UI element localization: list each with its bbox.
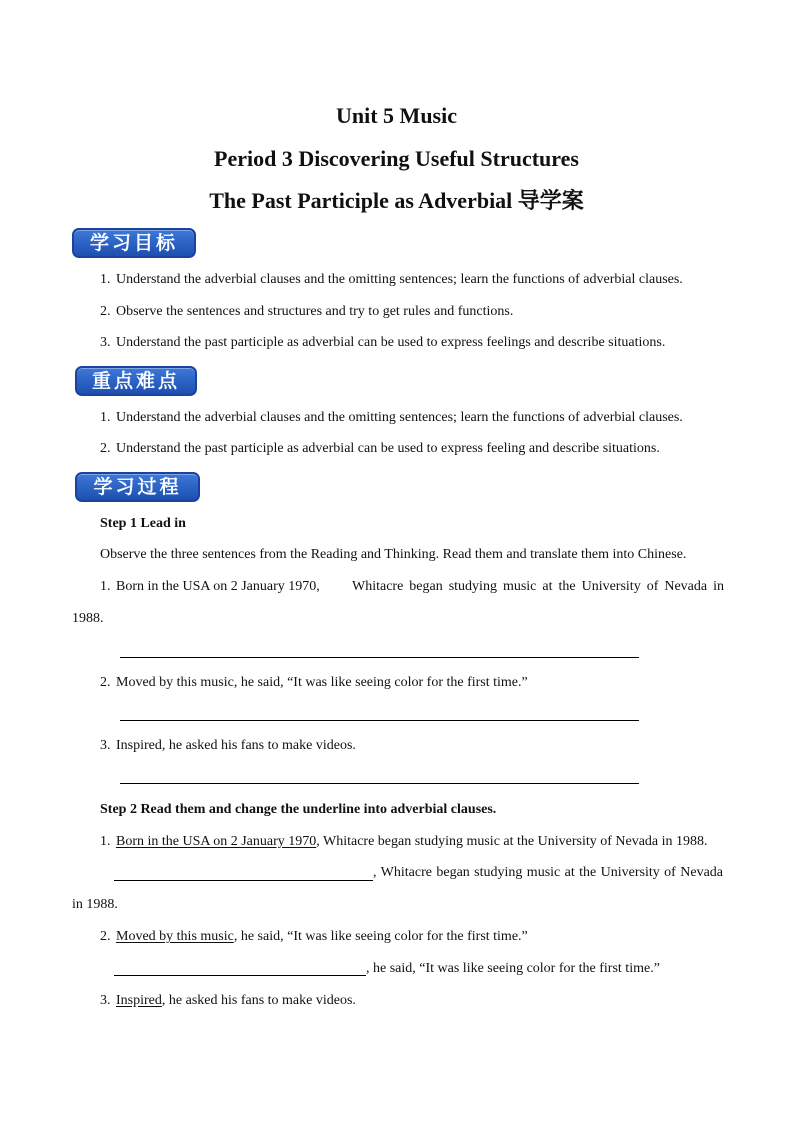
title-period: Period 3 Discovering Useful Structures (214, 146, 579, 171)
step1-instruction: Observe the three sentences from the Reading and Thinking. Read them and translate them into Chinese. (100, 547, 687, 562)
underlined-phrase: Inspired (116, 993, 162, 1008)
title-unit: Unit 5 Music (336, 103, 457, 128)
answer-line[interactable] (120, 783, 639, 784)
step1-sentence-3: 3. Inspired, he asked his fans to make videos. (100, 738, 356, 753)
title-topic: The Past Participle as Adverbial 导学案 (209, 188, 584, 213)
step1-heading: Step 1 Lead in (100, 516, 186, 531)
step2-answer-1-rest: , Whitacre began studying music at the University of Nevada (373, 865, 723, 880)
process-badge: 学习过程 (75, 472, 200, 502)
answer-line[interactable] (120, 720, 639, 721)
objective-item-3: 3. Understand the past participle as adverbial can be used to express feelings and describe situations. (100, 335, 666, 350)
step2-answer-1-cont: in 1988. (72, 897, 118, 912)
step1-sentence-1: 1. Born in the USA on 2 January 1970, Whitacre began studying music at the University of Nevada in (100, 579, 724, 594)
step1-sentence-1-rest: Whitacre began studying music at the University of Nevada in (352, 579, 724, 594)
step1-sentence-1-cont: 1988. (72, 611, 104, 626)
objectives-badge: 学习目标 (72, 228, 196, 258)
underlined-phrase: Born in the USA on 2 January 1970 (116, 834, 317, 849)
step2-sentence-1: 1. Born in the USA on 2 January 1970, Whitacre began studying music at the University of Nevada in 1988. (100, 834, 708, 849)
key-point-item-1: 1. Understand the adverbial clauses and the omitting sentences; learn the functions of adverbial clauses. (100, 410, 683, 425)
step1-sentence-2: 2. Moved by this music, he said, “It was like seeing color for the first time.” (100, 675, 528, 690)
key-point-item-2: 2. Understand the past participle as adverbial can be used to express feeling and describe situations. (100, 441, 660, 456)
answer-blank[interactable] (114, 880, 373, 881)
underlined-phrase: Moved by this music (116, 929, 234, 944)
step2-sentence-2: 2. Moved by this music, he said, “It was like seeing color for the first time.” (100, 929, 528, 944)
answer-line[interactable] (120, 657, 639, 658)
step2-heading: Step 2 Read them and change the underline into adverbial clauses. (100, 802, 497, 817)
answer-blank[interactable] (114, 975, 366, 976)
step2-sentence-3: 3. Inspired, he asked his fans to make videos. (100, 993, 356, 1008)
key-points-badge: 重点难点 (75, 366, 197, 396)
objective-item-1: 1. Understand the adverbial clauses and the omitting sentences; learn the functions of adverbial clauses. (100, 272, 683, 287)
objective-item-2: 2. Observe the sentences and structures and try to get rules and functions. (100, 304, 514, 319)
step2-answer-2-rest: , he said, “It was like seeing color for the first time.” (366, 961, 660, 976)
